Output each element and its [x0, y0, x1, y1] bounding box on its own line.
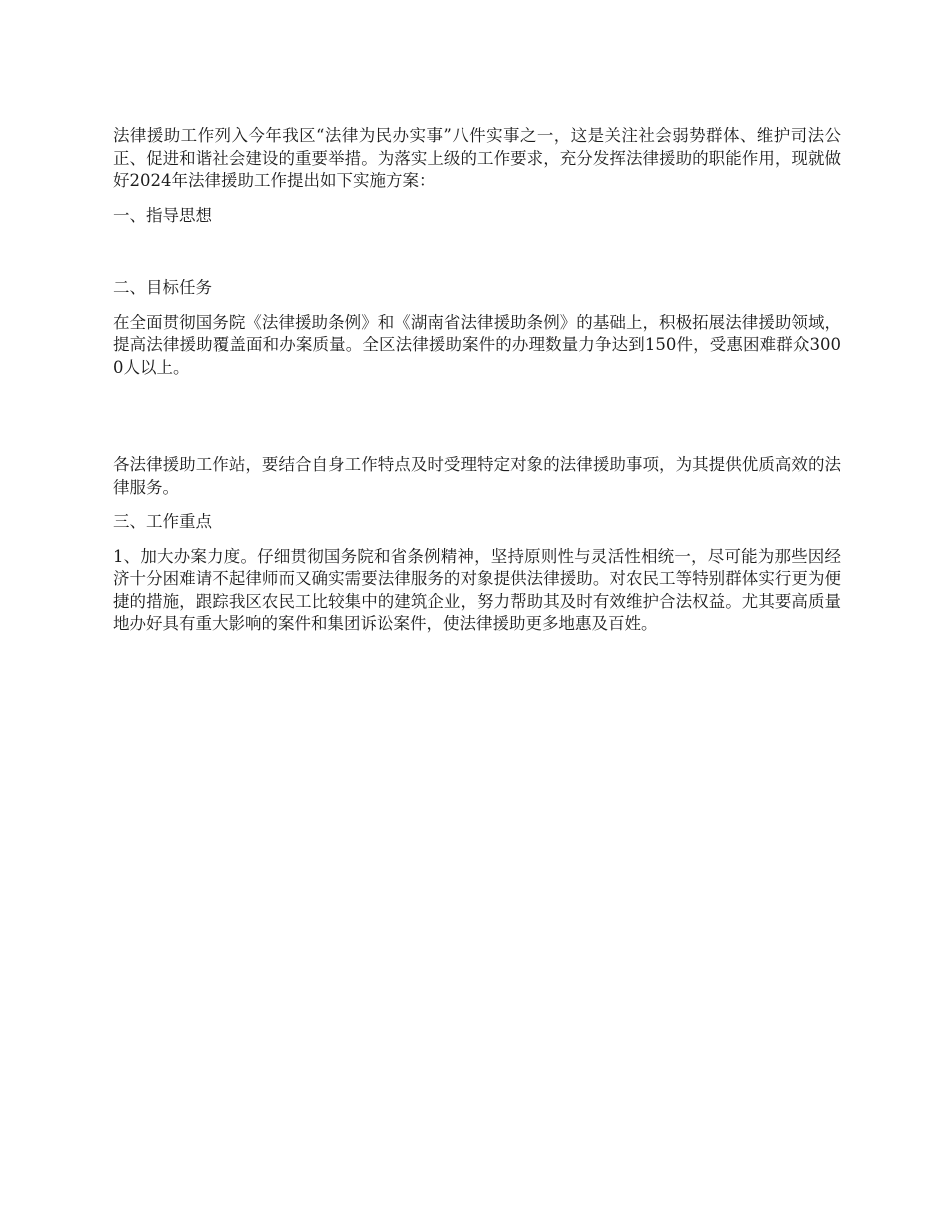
section-heading-goals: 二、目标任务: [113, 278, 212, 297]
spacer: [113, 379, 841, 454]
spacer: [113, 499, 841, 511]
intro-paragraph: 法律援助工作列入今年我区“法律为民办实事”八件实事之一，这是关注社会弱势群体、维护司法公正、促进和谐社会建设的重要举措。为落实上级的工作要求，充分发挥法律援助的职能作用，现就做好2024年法律援助工作提出如下实施方案：: [113, 126, 841, 190]
section-heading-work-focus: 三、工作重点: [113, 512, 212, 531]
stations-paragraph: 各法律援助工作站，要结合自身工作特点及时受理特定对象的法律援助事项，为其提供优质高效的法律服务。: [113, 455, 841, 497]
work-focus-item-1: 1、加大办案力度。仔细贯彻国务院和省条例精神，坚持原则性与灵活性相统一，尽可能为那些因经济十分困难请不起律师而又确实需要法律服务的对象提供法律援助。对农民工等特别群体实行更为便捷的措施，跟踪我区农民工比较集中的建筑企业，努力帮助其及时有效维护合法权益。尤其要高质量地办好具有重大影响的案件和集团诉讼案件，使法律援助更多地惠及百姓。: [113, 546, 841, 633]
document-page: [113, 125, 841, 636]
section-heading-guiding-ideology: 一、指导思想: [113, 205, 212, 225]
spacer: [113, 227, 841, 277]
spacer: [113, 193, 841, 205]
spacer: [113, 534, 841, 546]
goals-paragraph: 在全面贯彻国务院《法律援助条例》和《湖南省法律援助条例》的基础上，积极拓展法律援助领域，提高法律援助覆盖面和办案质量。全区法律援助案件的办理数量力争达到150件，受惠困难群众3000人以上。: [113, 312, 841, 377]
spacer: [113, 300, 841, 312]
